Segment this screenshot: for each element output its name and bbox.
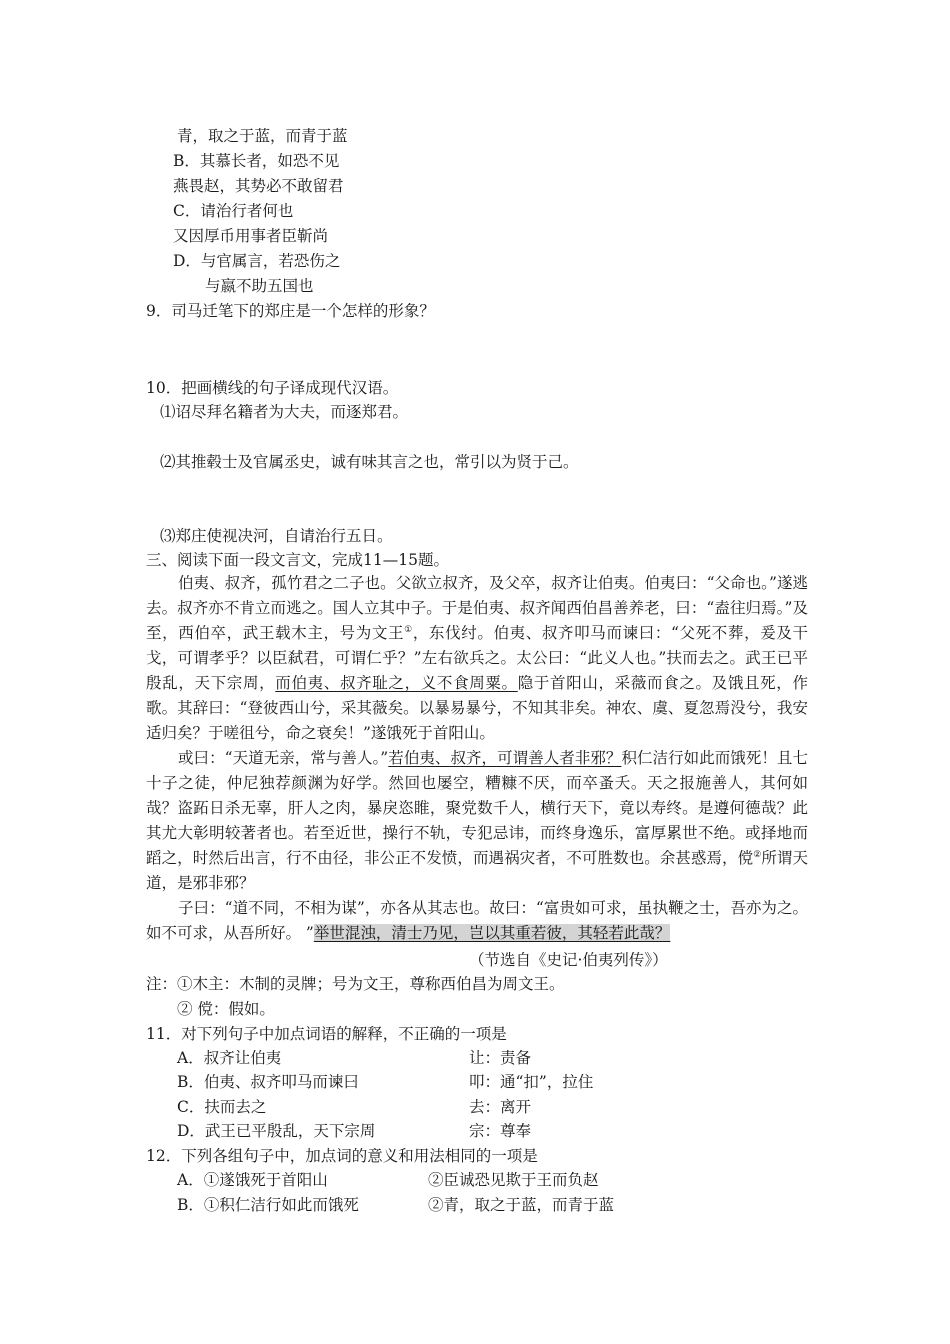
section-heading: 三、阅读下面一段文言文，完成11—15题。 (146, 551, 449, 569)
question-12-option: A．①遂饿死于首阳山 (177, 1171, 328, 1189)
option-line: 燕畏赵，其势必不敢留君 (173, 177, 344, 195)
question-11-gloss: 让：责备 (469, 1049, 532, 1067)
question-10-item: ⑶郑庄使视决河，自请治行五日。 (160, 527, 393, 545)
question-11-stem: 11．对下列句子中加点词语的解释，不正确的一项是 (146, 1025, 507, 1043)
question-9: 9．司马迁笔下的郑庄是一个怎样的形象？ (146, 302, 435, 320)
question-11-gloss: 宗：尊奉 (469, 1122, 532, 1140)
option-line: 与嬴不助五国也 (205, 277, 314, 295)
option-line: D．与官属言，若恐伤之 (173, 252, 341, 270)
passage-text: 隐于首阳山，采薇而食之。及饿且死，作歌。其辞曰：“登彼西山兮，采其薇矣。以暴易暴兮，不知其非矣。神农、虞、夏忽焉没兮，我安适归矣？于嗟徂兮，命之衰矣！”遂饿死于首阳山。 (146, 674, 808, 742)
question-11-option: C．扶而去之 (177, 1098, 267, 1116)
highlighted-sentence: 举世混浊，清士乃见，岂以其重若彼，其轻若此哉？ (313, 924, 671, 942)
option-line: C．请治行者何也 (173, 202, 294, 220)
note-2: ② 傥：假如。 (177, 1000, 275, 1018)
question-10-item: ⑵其推毂士及官属丞史，诚有味其言之也，常引以为贤于己。 (160, 453, 579, 471)
passage-text: 伯夷、叔齐，孤竹君之二子也。父欲立叔齐，及父卒，叔齐让伯夷。伯夷曰：“父命也。”遂逃去。叔齐亦不肯立而逃之。国人立其中子。于是伯夷、叔齐闻西伯昌善养老，曰：“盍往归焉。”及至，西伯卒，武王载木主，号为文王 (146, 574, 808, 642)
question-11-gloss: 叩：通“扣”，拉住 (469, 1073, 594, 1091)
question-10-stem: 10．把画横线的句子译成现代汉语。 (146, 379, 399, 397)
passage-paragraph-1 (146, 571, 808, 746)
question-10-item: ⑴诏尽拜名籍者为大夫，而逐郑君。 (160, 403, 409, 421)
question-11-option: D．武王已平殷乱，天下宗周 (177, 1122, 376, 1140)
option-line: 青，取之于蓝，而青于蓝 (177, 127, 348, 145)
option-line: 又因厚币用事者臣靳尚 (173, 227, 329, 245)
passage-paragraph-3 (146, 896, 808, 946)
passage-text: 积仁洁行如此而饿死！且七十子之徒，仲尼独荐颜渊为好学。然回也屡空，糟糠不厌，而卒蚤夭。天之报施善人，其何如哉？盗跖日杀无辜，肝人之肉，暴戾恣睢，聚党数千人，横行天下，竟以寿终。是遵何德哉？此其尤大彰明较著者也。若至近世，操行不轨，专犯忌讳，而终身逸乐，富厚累世不绝。或择地而蹈之，时然后出言，行不由径，非公正不发愤，而遇祸灾者，不可胜数也。余甚惑焉，傥 (146, 749, 808, 867)
passage-source: （节选自《史记·伯夷列传》） (469, 951, 668, 969)
question-12-option: B．①积仁洁行如此而饿死 (177, 1196, 359, 1214)
passage-text: 子曰：“道不同，不相为谋”，亦各从其志也。故曰：“富贵如可求，虽执鞭之士，吾亦为之。如不可求，从吾所好。 ” (146, 899, 808, 942)
passage-text: 所谓天道，是邪非邪？ (146, 849, 808, 892)
footnote-mark: ① (404, 624, 413, 635)
option-line: B．其慕长者，如恐不见 (173, 152, 340, 170)
question-11-option: A．叔齐让伯夷 (177, 1049, 282, 1067)
note-1: 注：①木主：木制的灵牌；号为文王，尊称西伯昌为周文王。 (146, 975, 565, 993)
question-12-stem: 12．下列各组句子中，加点词的意义和用法相同的一项是 (146, 1147, 538, 1165)
footnote-mark: ② (753, 849, 762, 860)
question-11-option: B．伯夷、叔齐叩马而谏曰 (177, 1073, 359, 1091)
passage-text: 或曰：“天道无亲，常与善人。” (178, 749, 389, 767)
question-11-gloss: 去：离开 (469, 1098, 532, 1116)
question-12-option-pair: ②青，取之于蓝，而青于蓝 (428, 1196, 615, 1214)
underlined-sentence: 若伯夷、叔齐，可谓善人者非邪？ (388, 749, 622, 767)
underlined-sentence: 而伯夷、叔齐耻之，义不食周粟。 (275, 674, 518, 692)
passage-paragraph-2 (146, 746, 808, 896)
passage-text: ，东伐纣。伯夷、叔齐叩马而谏曰：“父死不葬，爰及干戈，可谓孝乎？以臣弑君，可谓仁乎？”左右欲兵之。太公曰：“此义人也。”扶而去之。武王已平殷乱，天下宗周， (146, 624, 808, 692)
question-12-option-pair: ②臣诚恐见欺于王而负赵 (428, 1171, 599, 1189)
